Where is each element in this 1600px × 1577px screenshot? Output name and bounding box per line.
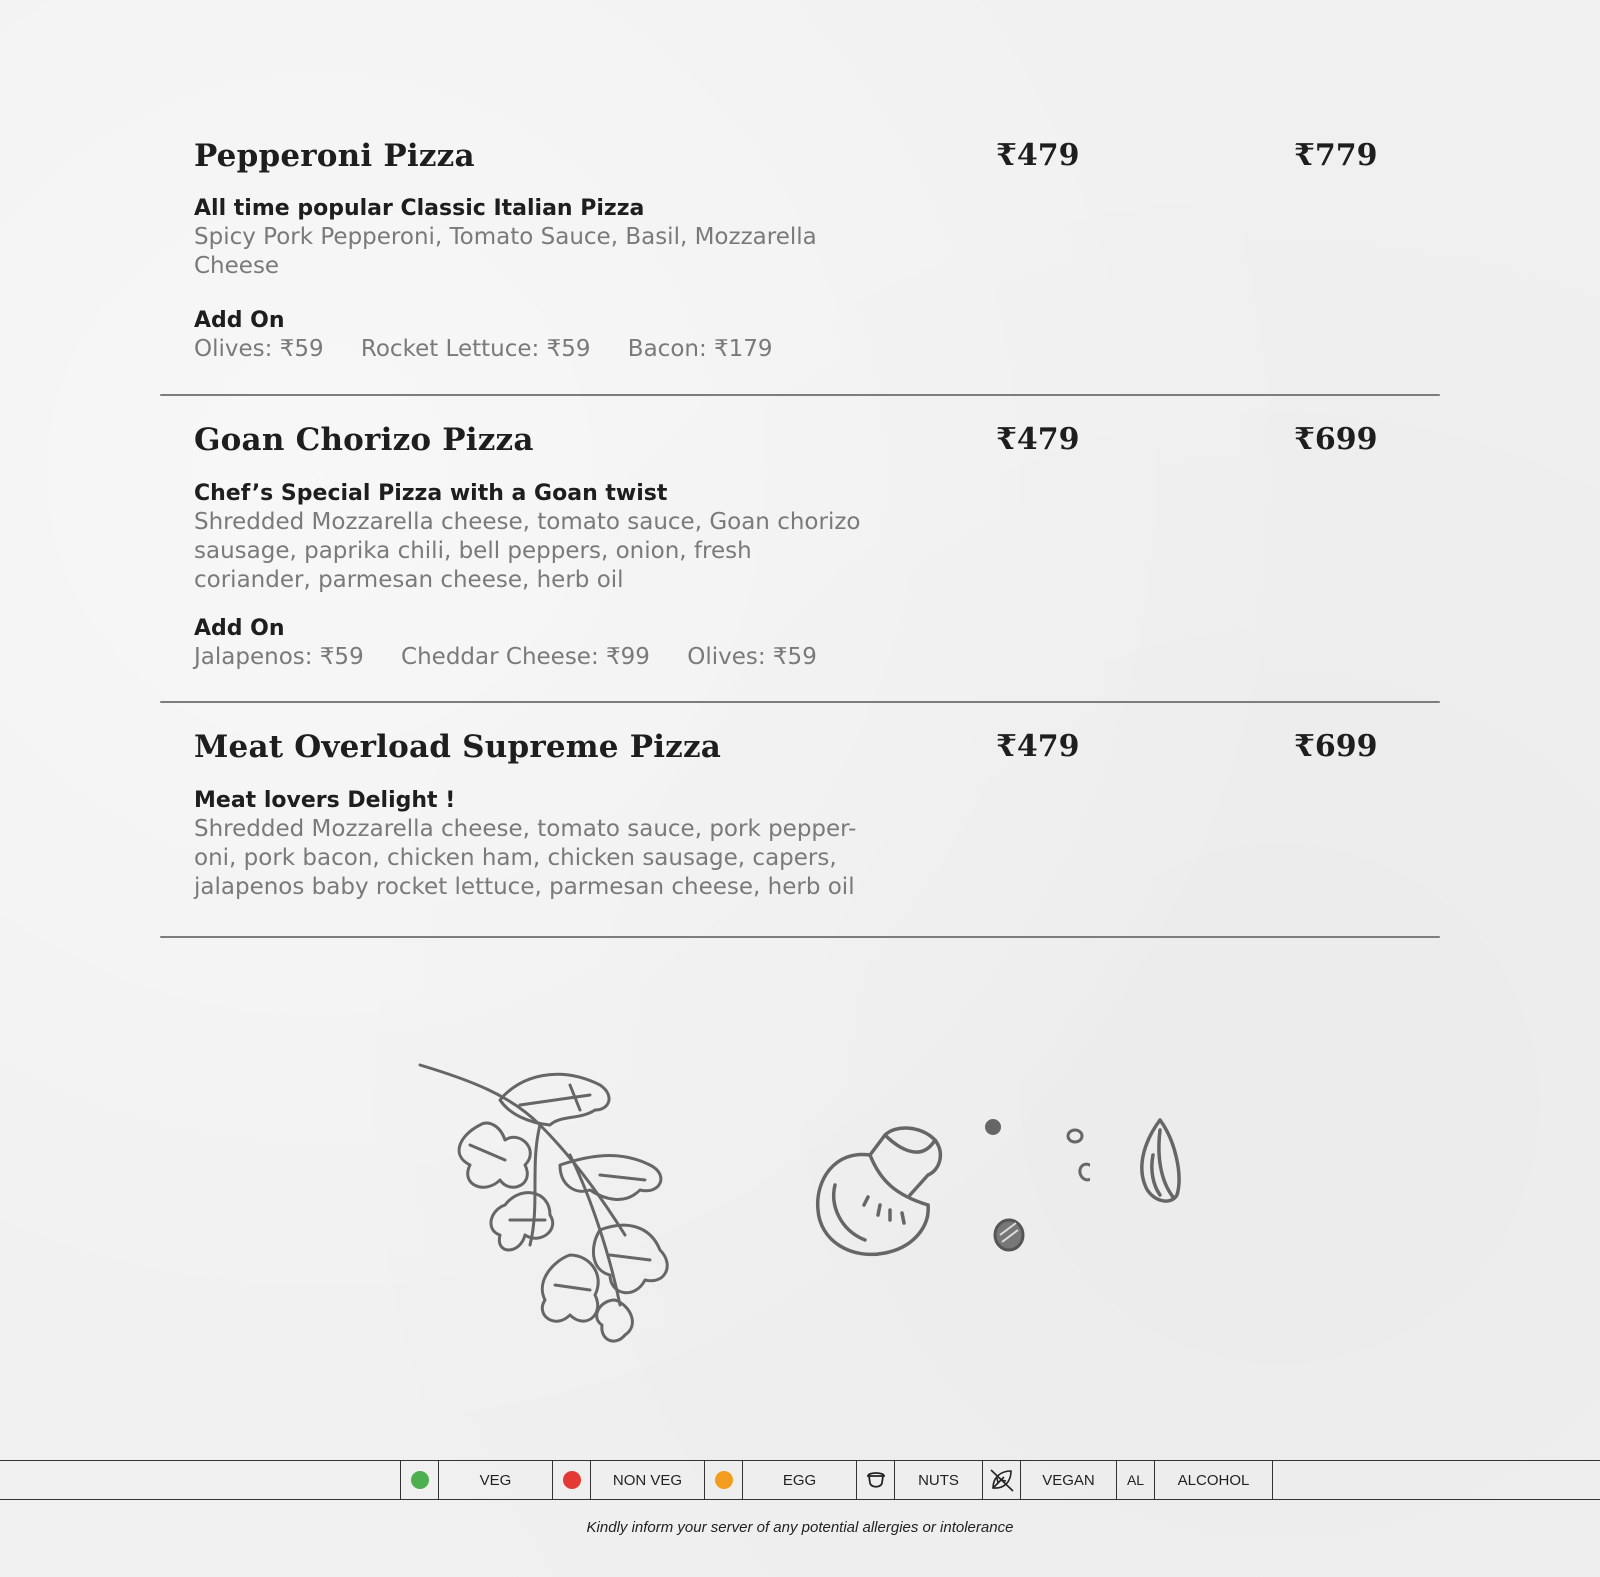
vegan-label: VEGAN [1021,1461,1117,1499]
alcohol-badge: AL [1126,1472,1145,1488]
alcohol-indicator [1117,1461,1155,1499]
price-regular: ₹479 [996,138,1080,173]
dietary-legend [0,1460,1600,1500]
nut-icon [864,1468,888,1492]
nuts-indicator [857,1461,895,1499]
item-description: Shredded Mozzarella cheese, tomato sauce, pork pepper-oni, pork bacon, chicken ham, chicken sausage, capers, jalapenos baby rocket lettuce, parmesan cheese, herb oil [194,816,857,900]
addon-item: Cheddar Cheese: ₹99 [401,644,650,670]
pepper-seeds-icon [980,1110,1090,1260]
price-large: ₹699 [1294,422,1378,457]
addon-list [194,336,803,362]
veg-dot-icon [411,1471,429,1489]
non-veg-dot-icon [563,1471,581,1489]
alcohol-label: ALCOHOL [1155,1461,1273,1499]
divider [160,936,1440,938]
addon-title: Add On [194,308,285,333]
addon-item: Rocket Lettuce: ₹59 [360,336,591,362]
non-veg-indicator [553,1461,591,1499]
addon-list [194,644,847,670]
veg-label: VEG [439,1461,553,1499]
addon-item: Jalapenos: ₹59 [194,644,364,670]
price-large: ₹779 [1294,138,1378,173]
item-tagline: Chef’s Special Pizza with a Goan twist [194,481,668,506]
item-name: Meat Overload Supreme Pizza [194,729,722,765]
divider [160,701,1440,703]
non-veg-label: NON VEG [591,1461,705,1499]
veg-indicator [401,1461,439,1499]
egg-dot-icon [715,1471,733,1489]
addon-item: Olives: ₹59 [194,336,324,362]
addon-item: Bacon: ₹179 [627,336,773,362]
item-description: Spicy Pork Pepperoni, Tomato Sauce, Basil, Mozzarella Cheese [194,224,817,279]
nuts-label: NUTS [895,1461,983,1499]
price-regular: ₹479 [996,729,1080,764]
garlic-clove-icon [1135,1115,1185,1210]
parsley-sprig-icon [410,1055,710,1345]
leaf-crossed-icon [988,1466,1016,1494]
allergy-note: Kindly inform your server of any potential allergies or intolerance [586,1519,1014,1536]
addon-item: Olives: ₹59 [687,644,817,670]
vegan-indicator [983,1461,1021,1499]
item-name: Goan Chorizo Pizza [194,422,534,458]
item-name: Pepperoni Pizza [194,138,475,174]
price-regular: ₹479 [996,422,1080,457]
item-description: Shredded Mozzarella cheese, tomato sauce, Goan chorizo sausage, paprika chili, bell peppers, onion, fresh coriander, parmesan cheese, herb oil [194,509,861,593]
addon-title: Add On [194,616,285,641]
divider [160,394,1440,396]
mushroom-icon [810,1125,945,1260]
item-tagline: Meat lovers Delight ! [194,788,456,813]
egg-indicator [705,1461,743,1499]
item-tagline: All time popular Classic Italian Pizza [194,196,645,221]
price-large: ₹699 [1294,729,1378,764]
egg-label: EGG [743,1461,857,1499]
